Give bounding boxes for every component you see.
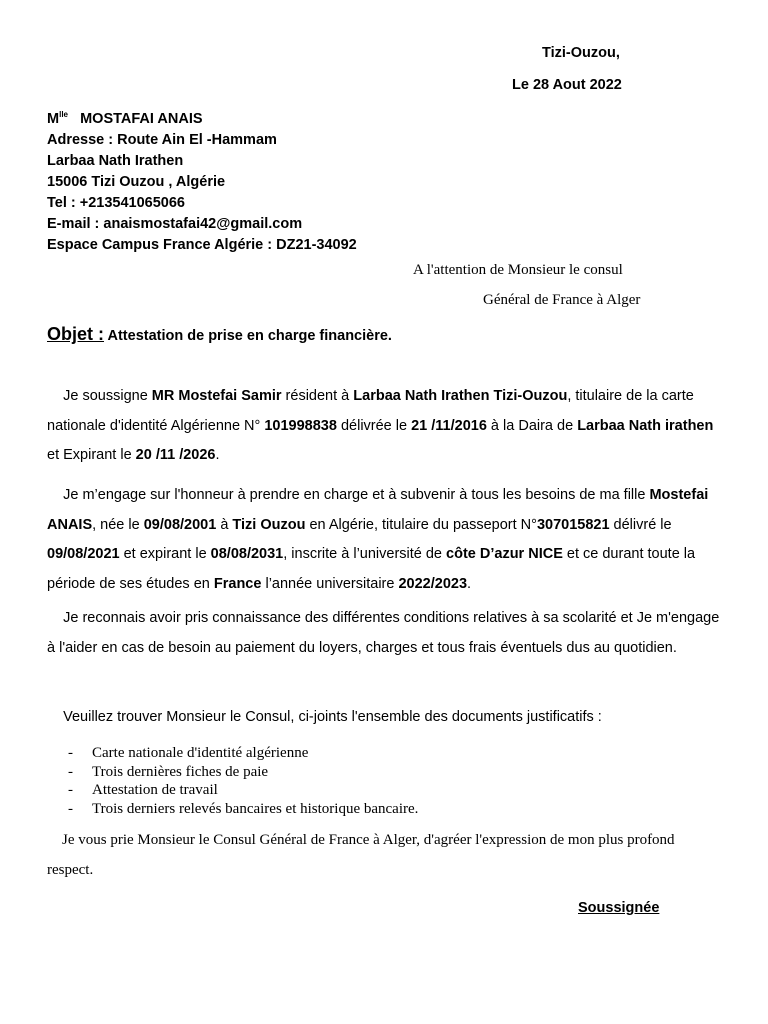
father-residence: Larbaa Nath Irathen Tizi-Ouzou <box>353 388 568 404</box>
text: Je soussigne <box>63 388 152 404</box>
paragraph-commitment <box>47 481 723 599</box>
text: et Expirant le <box>47 447 136 463</box>
text: . <box>215 447 220 463</box>
text: l’année universitaire <box>261 575 399 592</box>
sender-title-sup: lle <box>59 110 68 119</box>
text: . <box>467 575 472 592</box>
daughter-name: Mostefai ANAIS <box>47 487 709 533</box>
list-item <box>68 800 418 819</box>
document-label: Trois derniers relevés bancaires et historique bancaire. <box>92 800 419 817</box>
sender-email: E-mail : anaismostafai42@gmail.com <box>47 216 303 232</box>
passport-expiry-date: 08/08/2031 <box>210 546 284 562</box>
text: délivrée le <box>336 417 412 434</box>
list-item <box>68 781 418 800</box>
text: résident à <box>281 388 354 404</box>
sender-address-line2: Larbaa Nath Irathen <box>47 153 184 169</box>
text: , titulaire de la carte nationale d'identité Algérienne N° <box>47 388 694 434</box>
list-item <box>68 744 418 763</box>
sender-address-line1: Adresse : Route Ain El -Hammam <box>47 132 277 148</box>
sender-title: M <box>47 111 60 127</box>
recipient-line1: A l'attention de Monsieur le consul <box>413 262 623 278</box>
text: Veuillez trouver Monsieur le Consul, ci-joints l'ensemble des documents justificatifs : <box>63 709 602 725</box>
id-issue-date: 21 /11/2016 <box>411 417 487 434</box>
text: Je vous prie Monsieur le Consul Général de France à Alger, d'agréer l'expression de mon plus profond respect. <box>47 832 675 878</box>
university-name: côte D’azur NICE <box>446 546 563 562</box>
sender-block <box>47 104 357 256</box>
text: à la Daira de <box>486 417 578 434</box>
sender-phone: Tel : +213541065066 <box>47 195 185 211</box>
text: Je m’engage sur l'honneur à prendre en charge et à subvenir à tous les besoins de ma fille <box>63 487 650 503</box>
passport-number: 307015821 <box>536 516 610 533</box>
bullet-dash: - <box>68 782 73 798</box>
daughter-birth-place: Tizi Ouzou <box>232 516 306 533</box>
sender-campus-id: Espace Campus France Algérie : DZ21-34092 <box>47 237 357 253</box>
id-card-number: 101998838 <box>264 417 337 434</box>
sender-name-line <box>47 104 357 130</box>
daughter-birth-date: 09/08/2001 <box>143 516 217 533</box>
sender-name: MOSTAFAI ANAIS <box>80 111 203 127</box>
text: à <box>216 516 233 533</box>
sender-address-line3: 15006 Tizi Ouzou , Algérie <box>47 174 226 190</box>
document-label: Carte nationale d'identité algérienne <box>92 745 309 761</box>
study-country: France <box>213 575 262 592</box>
text: , née le <box>92 516 144 533</box>
academic-year: 2022/2023 <box>398 575 468 592</box>
paragraph-acknowledgement <box>47 604 723 663</box>
passport-issue-date: 09/08/2021 <box>47 546 120 562</box>
subject-text: Attestation de prise en charge financière. <box>107 328 392 344</box>
bullet-dash: - <box>68 800 73 817</box>
text: Je reconnais avoir pris connaissance des différentes conditions relatives à sa scolarité et Je m'engage à l'aider en cas de besoin au paiement du loyers, charges et tous frais éventuels dus au quotidien. <box>47 610 720 656</box>
text: et ce durant toute la période de ses études en <box>47 546 696 592</box>
bullet-dash: - <box>68 763 73 780</box>
paragraph-closing <box>47 826 723 885</box>
letter-date: Le 28 Aout 2022 <box>512 77 622 93</box>
father-name: MR Mostefai Samir <box>151 388 282 404</box>
text: en Algérie, titulaire du passeport N° <box>305 516 537 533</box>
text: délivré le <box>609 516 672 533</box>
paragraph-documents-intro <box>47 703 723 733</box>
id-expiry-date: 20 /11 /2026 <box>135 447 216 463</box>
documents-list <box>68 744 418 818</box>
list-item <box>68 763 418 782</box>
bullet-dash: - <box>68 745 73 761</box>
document-label: Trois dernières fiches de paie <box>92 763 269 780</box>
subject-line <box>47 324 392 345</box>
signature-label: Soussignée <box>578 900 660 916</box>
text: et expirant le <box>119 546 211 562</box>
document-label: Attestation de travail <box>92 782 218 798</box>
letter-place: Tizi-Ouzou, <box>542 45 620 61</box>
subject-label: Objet : <box>47 324 104 344</box>
id-issue-place: Larbaa Nath irathen <box>577 417 714 434</box>
paragraph-declaration <box>47 382 723 471</box>
recipient-line2: Général de France à Alger <box>483 292 641 308</box>
text: , inscrite à l’université de <box>283 546 447 562</box>
